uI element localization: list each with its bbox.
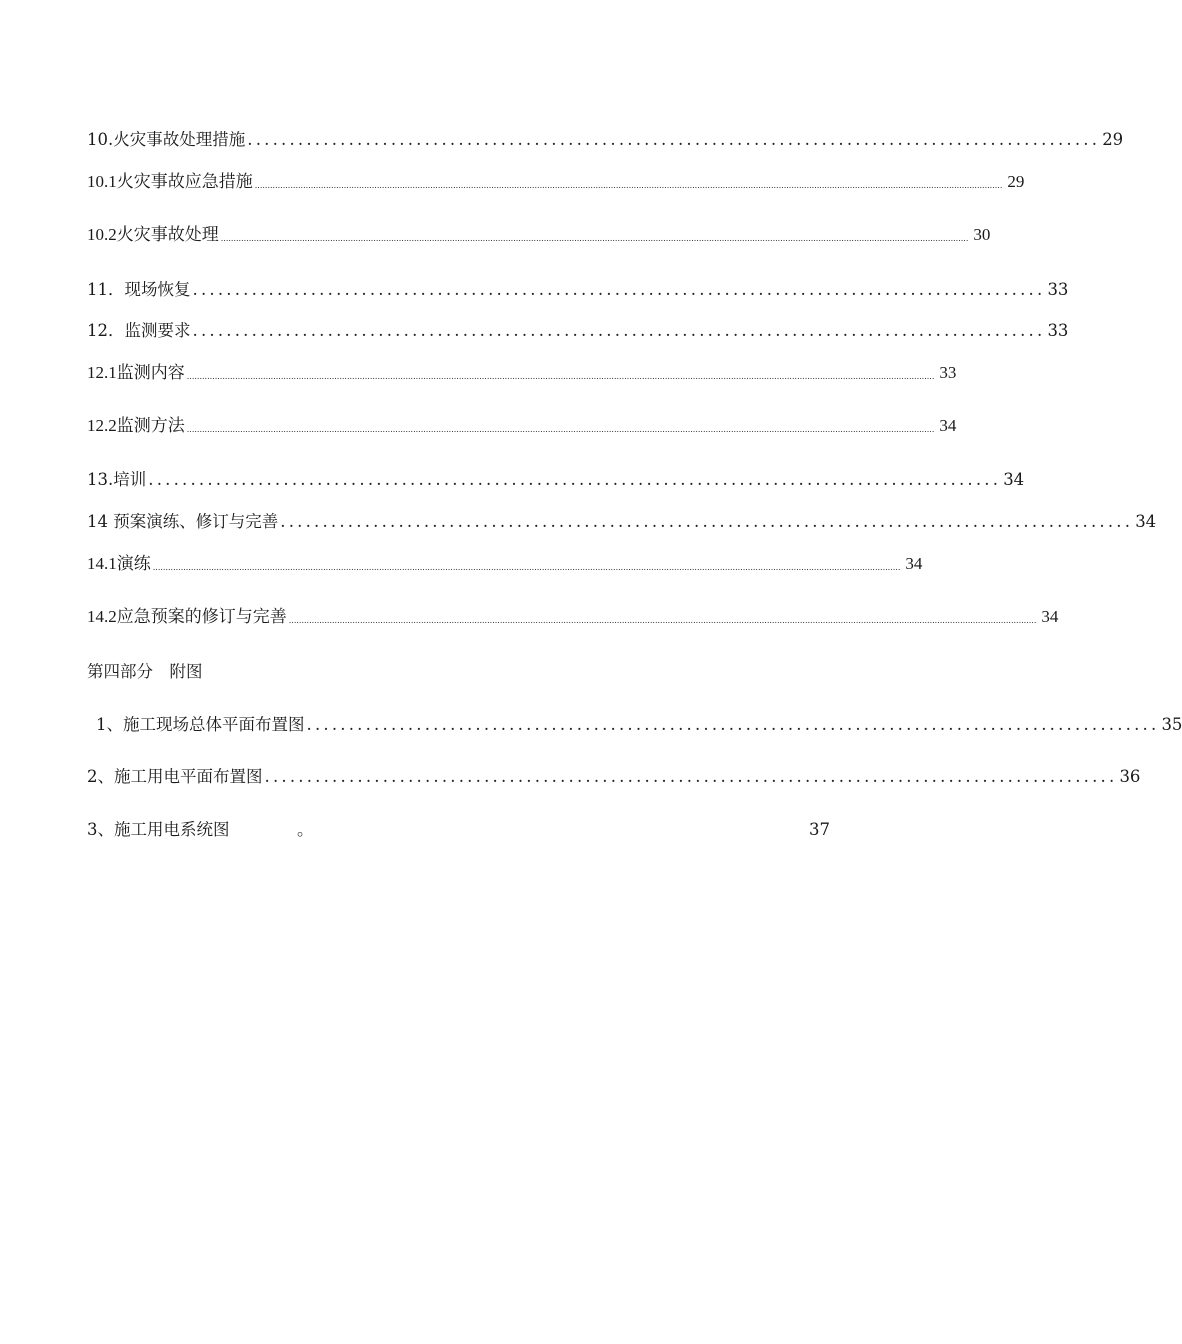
toc-entry[interactable] (87, 509, 1157, 535)
toc-entry[interactable] (87, 360, 957, 386)
dot-leader: ..................................................................................................... (264, 767, 1118, 786)
toc-entry-title: 14.2应急预案的修订与完善 (87, 607, 287, 626)
toc-entry-page: 37 (809, 820, 830, 839)
toc-entry-title: 1、施工现场总体平面布置图 (96, 715, 305, 734)
toc-entry[interactable] (87, 467, 1025, 493)
toc-entry[interactable] (87, 127, 1124, 153)
toc-entry-page: 33 (1047, 321, 1069, 340)
toc-entry[interactable] (87, 604, 1059, 630)
dot-leader: ...................................................................................................................................................................................................................................................................................................... (152, 563, 901, 572)
toc-entry-page: 34 (905, 554, 923, 573)
toc-entry-page: 29 (1007, 172, 1025, 191)
toc-entry[interactable] (87, 222, 991, 248)
dot-leader: ...................................................................................................................................................................................................................................................................................................... (220, 234, 969, 243)
toc-entry-title: 12.1监测内容 (87, 363, 185, 382)
dot-leader: ..................................................................................................... (247, 130, 1101, 149)
toc-entry-page: 34 (939, 416, 957, 435)
toc-entry[interactable] (87, 318, 1069, 344)
dot-leader: ..................................................................................................... (306, 715, 1160, 734)
dot-leader: ..................................................................................................... (148, 470, 1002, 489)
dot-leader: ..................................................................................................... (192, 280, 1046, 299)
toc-entry[interactable] (87, 413, 957, 439)
toc-entry-title: 12.2监测方法 (87, 416, 185, 435)
section-heading-text: 第四部分 附图 (87, 662, 203, 681)
toc-entry-title: 10.火灾事故处理措施 (87, 130, 246, 149)
toc-entry-page: 34 (1003, 470, 1025, 489)
toc-entry-title: 11．现场恢复 (87, 280, 191, 299)
toc-entry-page: 36 (1119, 767, 1141, 786)
toc-entry[interactable] (87, 817, 890, 843)
dot-leader: ...................................................................................................................................................................................................................................................................................................... (186, 372, 935, 381)
dot-leader: ...................................................................................................................................................................................................................................................................................................... (254, 181, 1003, 190)
toc-entry-mark: 。 (297, 820, 314, 839)
dot-leader: ...................................................................................................................................................................................................................................................................................................... (186, 425, 935, 434)
toc-entry-page: 33 (1047, 280, 1069, 299)
toc-entry-title: 10.2火灾事故处理 (87, 225, 219, 244)
dot-leader: ..................................................................................................... (192, 321, 1046, 340)
toc-entry-page: 29 (1102, 130, 1124, 149)
toc-entry-title: 12．监测要求 (87, 321, 191, 340)
dot-leader: ...................................................................................................................................................................................................................................................................................................... (288, 616, 1037, 625)
toc-entry-page: 34 (1135, 512, 1157, 531)
toc-entry[interactable] (87, 277, 1069, 303)
dot-leader: ..................................................................................................... (280, 512, 1134, 531)
toc-entry[interactable] (87, 169, 1025, 195)
toc-entry-title: 3、施工用电系统图 (87, 820, 230, 839)
toc-entry-title: 14.1演练 (87, 554, 151, 573)
toc-entry-title: 2、施工用电平面布置图 (87, 767, 263, 786)
toc-entry-page: 34 (1041, 607, 1059, 626)
toc-entry-title: 13.培训 (87, 470, 147, 489)
toc-entry-title: 14 预案演练、修订与完善 (87, 512, 279, 531)
toc-entry-title: 10.1火灾事故应急措施 (87, 172, 253, 191)
toc-entry-page: 30 (973, 225, 991, 244)
toc-entry-page: 33 (939, 363, 957, 382)
toc-entry[interactable] (87, 764, 1141, 790)
toc-entry[interactable] (96, 712, 1182, 738)
toc-entry-page: 35 (1161, 715, 1182, 734)
toc-entry[interactable] (87, 551, 923, 577)
section-heading (87, 659, 890, 685)
